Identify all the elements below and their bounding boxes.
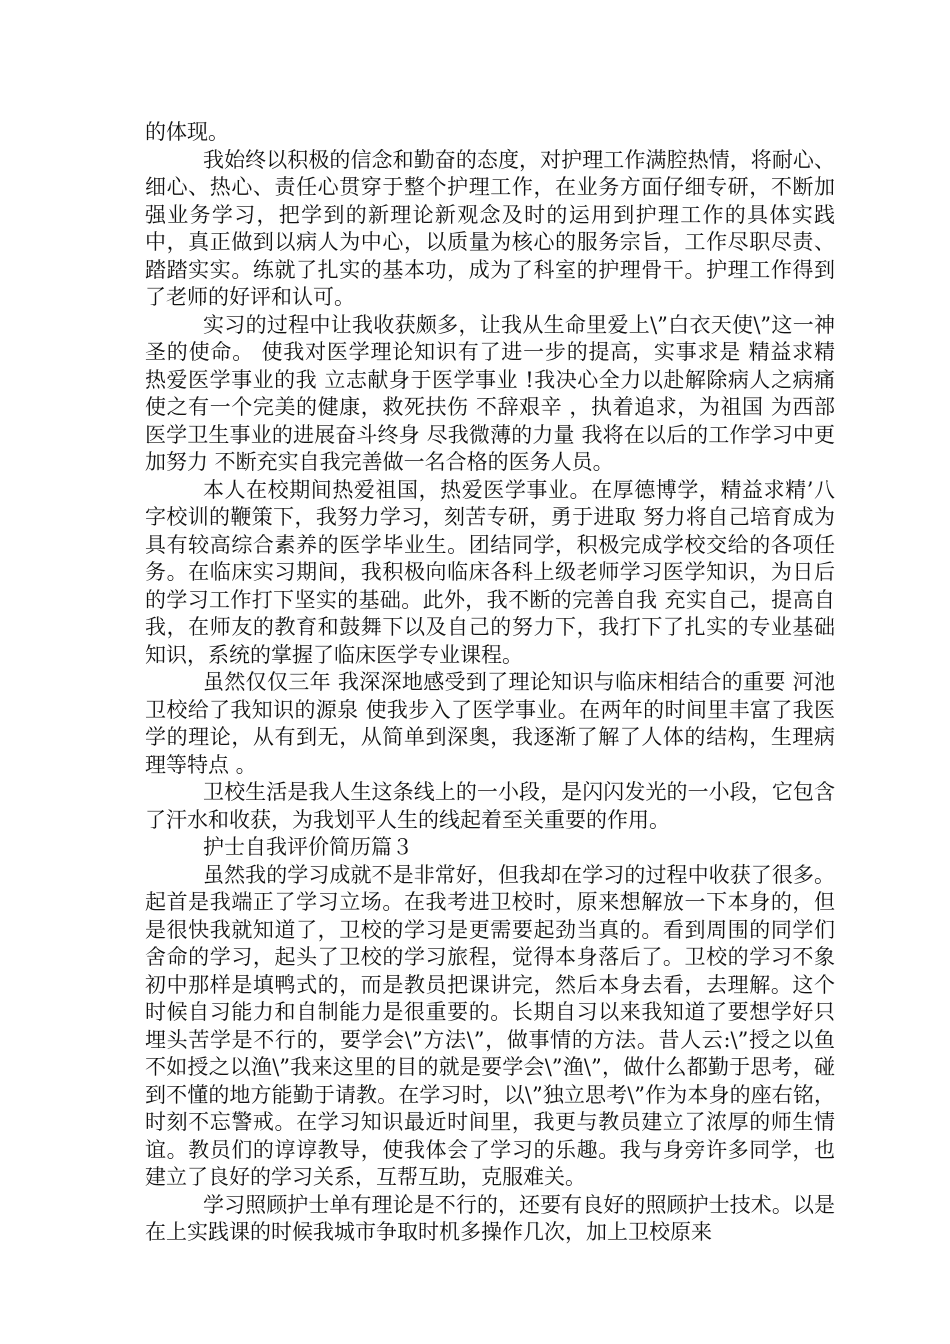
paragraph-study-gains: 虽然我的学习成就不是非常好，但我却在学习的过程中收获了很多。起首是我端正了学习立场。在我考进卫校时，原来想解放一下本身的，但是很快我就知道了，卫校的学习是更需要起劲当真的。看到周围的同学们舍命的学习，起头了卫校的学习旅程，觉得本身落后了。卫校的学习不象初中那样是填鸭式的，而是教员把课讲完，然后本身去看，去理解。这个时候自习能力和自制能力是很重要的。长期自习以来我知道了要想学好只埋头苦学是不行的，要学会\”方法\”，做事情的方法。昔人云:\”授之以鱼不如授之以渔\”我来这里的目的就是要学会\”渔\”，做什么都勤于思考，碰到不懂的地方能勤于请教。在学习时，以\”独立思考\”作为本身的座右铭，时刻不忘警戒。在学习知识最近时间里，我更与教员建立了浓厚的师生情谊。教员们的谆谆教导，使我体会了学习的乐趣。我与身旁许多同学，也建立了良好的学习关系，互帮互助，克服难关。 — [145, 862, 835, 1189]
paragraph-continuation: 的体现。 — [145, 120, 229, 144]
paragraph-nursing-skills: 学习照顾护士单有理论是不行的，还要有良好的照顾护士技术。以是在上实践课的时候我城市争取时机多操作几次，加上卫校原来 — [145, 1192, 835, 1244]
paragraph-internship: 实习的过程中让我收获颇多，让我从生命里爱上\”白衣天使\”这一神圣的使命。 使我对医学理论知识有了进一步的提高，实事求是 精益求精 热爱医学事业的我 立志献身于医学事业 !我决心全力以赴解除病人之病痛 使之有一个完美的健康，救死扶伤 不辞艰辛 ，执着追求，为祖国 为西部医学卫生事业的进展奋斗终身 尽我微薄的力量 我将在以后的工作学习中更加努力 不断充实自我完善做一名合格的医务人员。 — [145, 312, 835, 474]
document-body — [145, 119, 835, 1247]
paragraph-school-life: 卫校生活是我人生这条线上的一小段，是闪闪发光的一小段，它包含了汗水和收获，为我划平人生的线起着至关重要的作用。 — [145, 780, 835, 832]
paragraph-work-attitude: 我始终以积极的信念和勤奋的态度，对护理工作满腔热情，将耐心、细心、热心、责任心贯穿于整个护理工作，在业务方面仔细专研，不断加强业务学习，把学到的新理论新观念及时的运用到护理工作的具体实践中，真正做到以病人为中心，以质量为核心的服务宗旨，工作尽职尽责、踏踏实实。练就了扎实的基本功，成为了科室的护理骨干。护理工作得到了老师的好评和认可。 — [145, 147, 835, 309]
paragraph-three-years: 虽然仅仅三年 我深深地感受到了理论知识与临床相结合的重要 河池卫校给了我知识的源泉 使我步入了医学事业。在两年的时间里丰富了我医学的理论，从有到无，从简单到深奥，我逐渐了解了人体的结构，生理病理等特点 。 — [145, 670, 835, 777]
section-heading: 护士自我评价简历篇３ — [203, 835, 413, 859]
paragraph-school-period: 本人在校期间热爱祖国，热爱医学事业。在厚德博学，精益求精’八字校训的鞭策下，我努力学习，刻苦专研，勇于进取 努力将自己培育成为具有较高综合素养的医学毕业生。团结同学，积极完成学校交给的各项任务。在临床实习期间，我积极向临床各科上级老师学习医学知识，为日后的学习工作打下坚实的基础。此外，我不断的完善自我 充实自己，提高自我，在师友的教育和鼓舞下以及自己的努力下，我打下了扎实的专业基础知识，系统的掌握了临床医学专业课程。 — [145, 477, 835, 667]
